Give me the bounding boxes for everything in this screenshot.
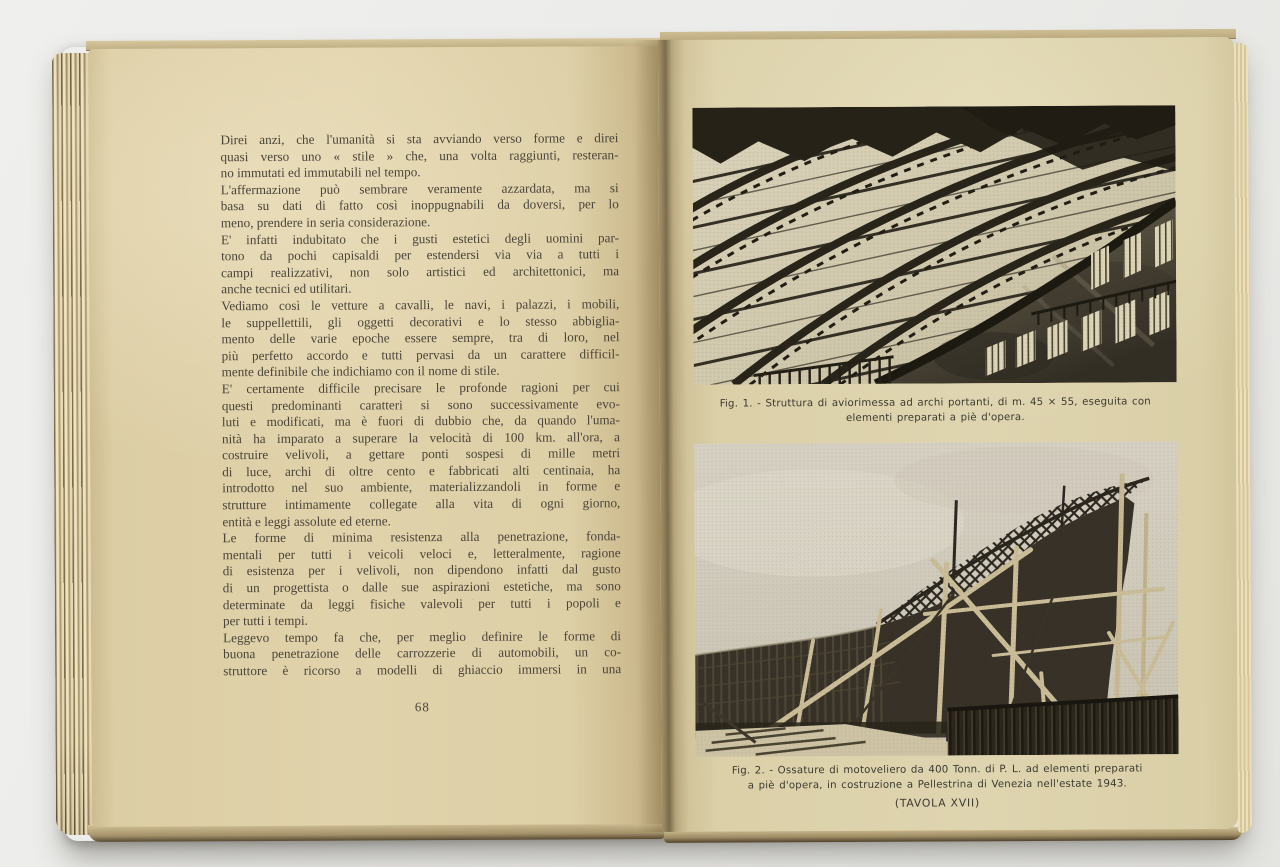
text-line: mento delle varie epoche essere sempre, tra di loro, nel xyxy=(221,329,620,347)
text-line: costruire velivoli, a gettare ponti sospesi di mille metri xyxy=(222,445,621,463)
text-line: Vediamo così le vetture a cavalli, le navi, i palazzi, i mobili, xyxy=(221,296,620,314)
text-line: no immutati ed immutabili nel tempo. xyxy=(220,164,421,181)
text-line: mentali per tutti i veicoli veloci e, letteralmente, ragione xyxy=(222,544,621,563)
text-line: questi predominanti caratteri si sono successivamente evo- xyxy=(221,395,620,413)
text-line: di luce, archi di oltre cento e fabbricati alti centinaia, ha xyxy=(222,462,621,480)
text-line: introdotto nel suo ambiente, materializzandoli in forme e xyxy=(222,478,621,496)
text-line: E' infatti indubitato che i gusti estetici degli uomini par- xyxy=(220,229,619,247)
text-line: meno, prendere in seria considerazione. xyxy=(220,214,431,231)
figure-1-photo xyxy=(692,105,1176,385)
text-line: quasi verso uno « stile » che, una volta raggiunti, resteran- xyxy=(220,146,619,164)
text-line: L'affermazione può sembrare veramente azzardata, ma si xyxy=(220,179,619,198)
text-line: di esistenza per i velivoli, non dipendono infatti dal gusto xyxy=(222,561,621,579)
figure-2-photo xyxy=(694,441,1179,757)
text-line: campi realizzativi, non solo artistici ed architettonici, ma xyxy=(221,262,620,280)
page-number: 68 xyxy=(414,699,430,715)
plate-label: (TAVOLA XVII) xyxy=(894,796,981,810)
open-book xyxy=(50,27,1250,849)
text-line: più perfetto accordo e tutti pervasi da un carattere difficil- xyxy=(221,345,620,363)
text-line: entità e leggi assolute ed eterne. xyxy=(222,513,391,529)
body-text xyxy=(220,130,621,680)
caption-line: Fig. 2. - Ossature di motoveliero da 400 Tonn. di P. L. ad elementi preparati xyxy=(731,763,1143,777)
caption-line: a piè d'opera, in costruzione a Pellestrina di Venezia nell'estate 1943. xyxy=(747,778,1127,791)
text-line: struttore è ricorso a modelli di ghiaccio immersi in una xyxy=(223,661,622,679)
left-page xyxy=(88,46,662,827)
text-line: anche tecnici ed utilitari. xyxy=(221,280,352,297)
caption-line: Fig. 1. - Struttura di aviorimessa ad archi portanti, di m. 45 × 55, eseguita con xyxy=(719,396,1151,410)
text-line: basa su dati di fatto così inoppugnabili da doversi, per lo xyxy=(220,196,619,214)
right-page xyxy=(658,37,1238,832)
text-line: le suppellettili, gli oggetti decorativi e lo stesso abbiglia- xyxy=(221,312,620,330)
figure-2-caption xyxy=(682,762,1193,794)
text-line: Le forme di minima resistenza alla penetrazione, fonda- xyxy=(222,528,621,546)
text-line: per tutti i tempi. xyxy=(222,613,308,629)
text-line: Direi anzi, che l'umanità si sta avviando verso forme e direi xyxy=(220,130,619,148)
page-stack-left-edge xyxy=(52,53,92,835)
text-line: strutture intimamente collegate alla vita di ogni giorno, xyxy=(222,495,621,513)
text-line: luti e modificati, ma è fuori di dubbio che, da quando l'uma- xyxy=(221,412,620,430)
figure-1-caption xyxy=(680,395,1191,427)
text-line: determinate da leggi fisiche valevoli per tutti i popoli e xyxy=(222,594,621,612)
text-line: E' certamente difficile precisare le profonde ragioni per cui xyxy=(221,379,620,397)
text-line: buona penetrazione delle carrozzerie di automobili, un co- xyxy=(223,644,622,662)
text-line: di un progettista o dalle sue aspirazioni estetiche, ma sono xyxy=(222,578,621,596)
text-line: Leggevo tempo fa che, per meglio definire le forme di xyxy=(222,627,622,646)
text-line: tono da pochi capisaldi per estendersi via via a tutti i xyxy=(221,246,620,264)
caption-line: elementi preparati a piè d'opera. xyxy=(845,411,1025,424)
text-line: mente definibile che indichiamo con il nome di stile. xyxy=(221,363,500,380)
text-line: nità ha imparato a superare la velocità di 100 km. all'ora, a xyxy=(221,428,621,446)
